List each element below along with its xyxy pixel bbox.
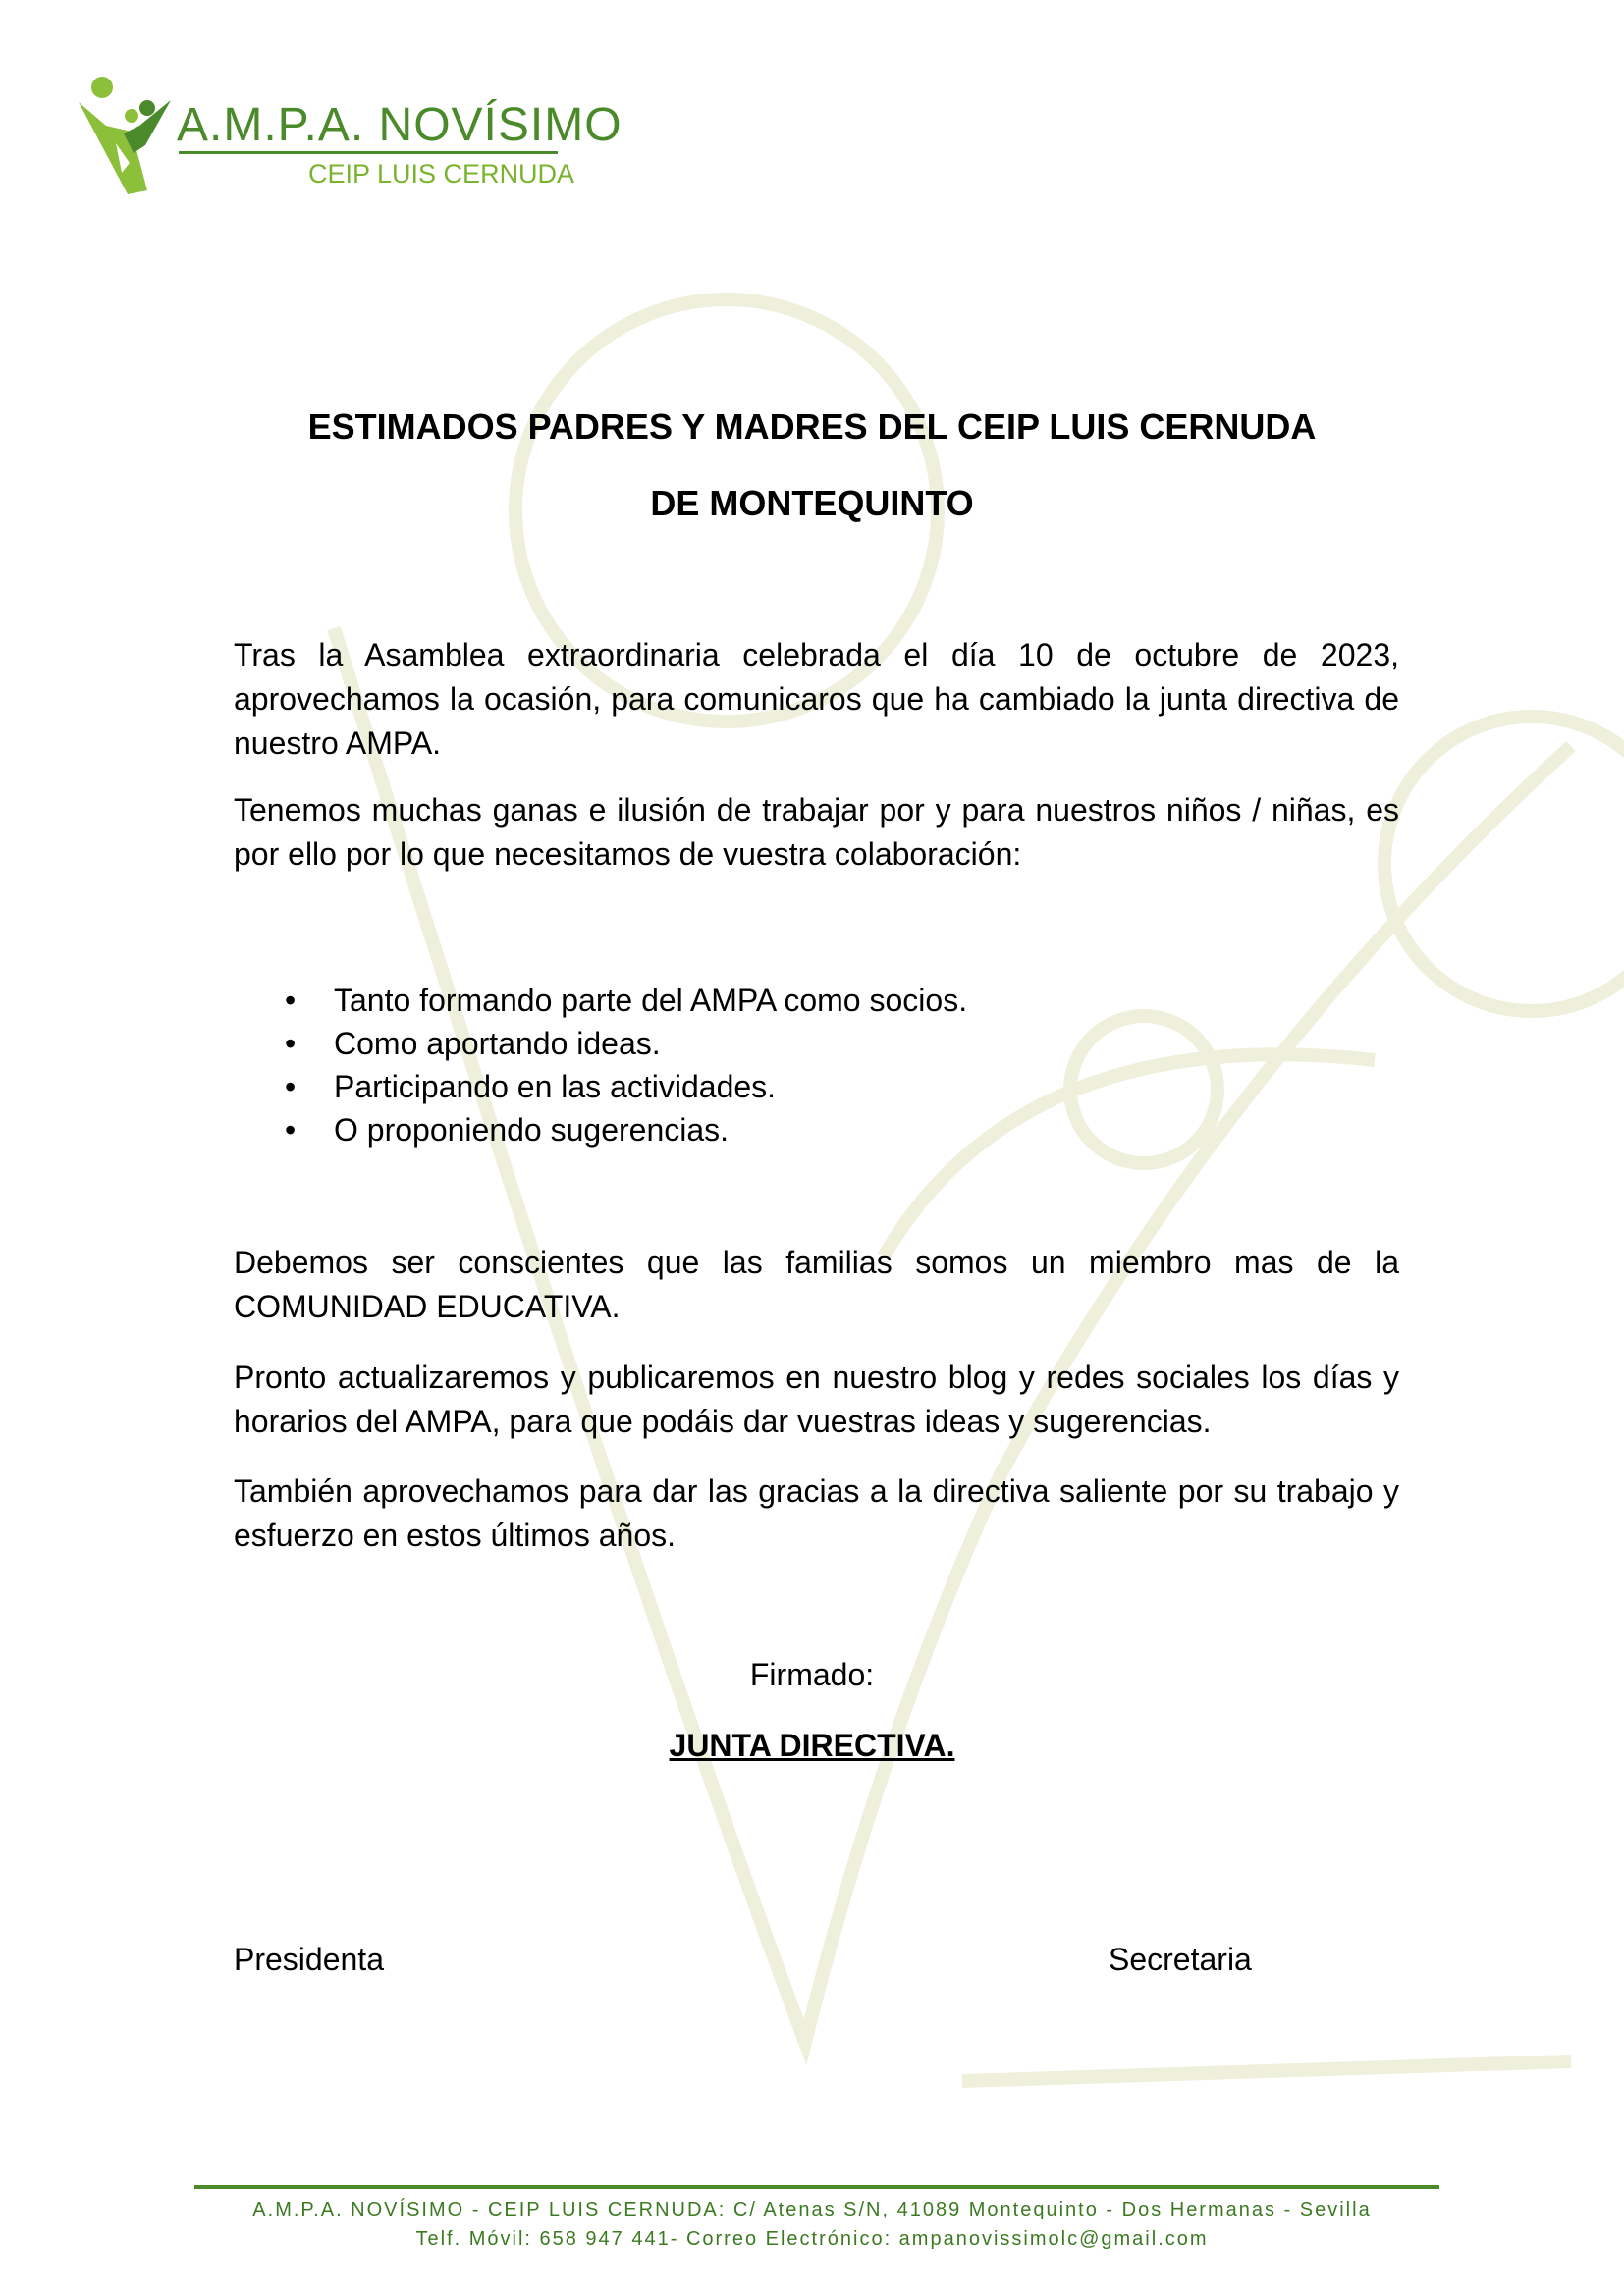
page-title-line2: DE MONTEQUINTO bbox=[650, 483, 974, 523]
paragraph-blog: Pronto actualizaremos y publicaremos en nuestro blog y redes sociales los días y horarios del AMPA, para que podáis dar vuestras ideas y sugerencias. bbox=[234, 1360, 1399, 1439]
list-item: • Tanto formando parte del AMPA como socios. bbox=[234, 979, 967, 1022]
paragraph-thanks: También aprovechamos para dar las gracias a la directiva saliente por su trabajo y esfuerzo en estos últimos años. bbox=[234, 1473, 1399, 1553]
bullet-list bbox=[234, 979, 967, 1151]
ampa-logo-icon bbox=[77, 75, 175, 194]
list-item: • O proponiendo sugerencias. bbox=[234, 1108, 967, 1151]
logo-divider bbox=[179, 151, 558, 154]
signer-name: JUNTA DIRECTIVA. bbox=[669, 1728, 955, 1763]
paragraph-collaboration: Tenemos muchas ganas e ilusión de trabajar por y para nuestros niños / niñas, es por ello por lo que necesitamos de vuestra colaboración: bbox=[234, 792, 1399, 872]
signed-label: Firmado: bbox=[749, 1657, 875, 1692]
role-secretaria: Secretaria bbox=[1109, 1942, 1252, 1977]
role-presidenta: Presidenta bbox=[234, 1942, 384, 1977]
paragraph-community: Debemos ser conscientes que las familias somos un miembro mas de la COMUNIDAD EDUCATIVA. bbox=[234, 1245, 1399, 1324]
paragraph-intro: Tras la Asamblea extraordinaria celebrada el día 10 de octubre de 2023, aprovechamos la ocasión, para comunicaros que ha cambiado la junta directiva de nuestro AMPA. bbox=[234, 637, 1399, 761]
header-logo bbox=[77, 75, 623, 194]
list-item: • Como aportando ideas. bbox=[234, 1022, 967, 1065]
footer-address: A.M.P.A. NOVÍSIMO - CEIP LUIS CERNUDA: C/ Atenas S/N, 41089 Montequinto - Dos Hermanas - Sevilla bbox=[252, 2199, 1372, 2220]
logo-name: A.M.P.A. NOVÍSIMO bbox=[177, 99, 623, 151]
footer-contact: Telf. Móvil: 658 947 441- Correo Electrónico: ampanovissimolc@gmail.com bbox=[415, 2228, 1209, 2250]
logo-subtitle: CEIP LUIS CERNUDA bbox=[308, 159, 575, 188]
list-item: • Participando en las actividades. bbox=[234, 1065, 967, 1108]
footer-divider bbox=[194, 2185, 1439, 2189]
page-title-line1: ESTIMADOS PADRES Y MADRES DEL CEIP LUIS CERNUDA bbox=[307, 406, 1317, 447]
